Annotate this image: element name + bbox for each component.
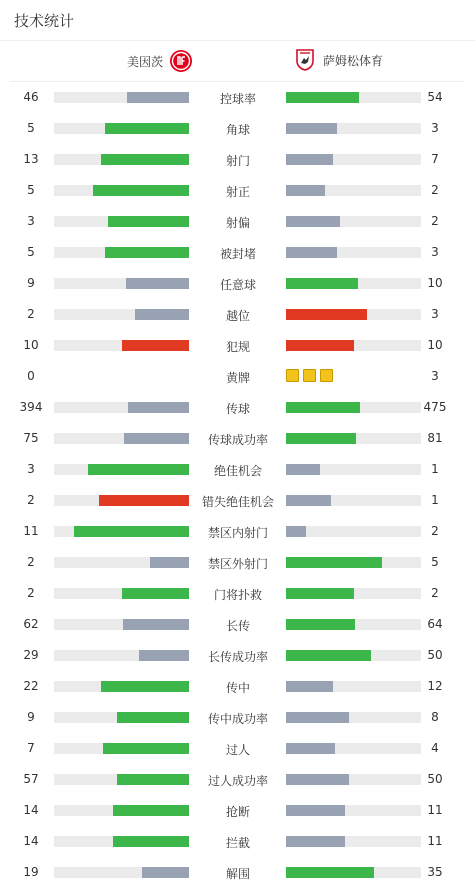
home-stat-bar	[54, 681, 189, 692]
home-stat-value: 2	[27, 307, 35, 321]
stat-row	[0, 796, 475, 827]
away-stat-bar-fill	[286, 712, 349, 723]
stat-row	[0, 672, 475, 703]
away-stat-value: 11	[427, 803, 443, 817]
away-stat-value: 2	[431, 214, 439, 228]
away-stat-bar-fill	[286, 402, 360, 413]
away-stat-bar-fill	[286, 743, 335, 754]
stat-row	[0, 486, 475, 517]
home-stat-bar-fill	[108, 216, 189, 227]
away-stat-bar	[286, 836, 421, 847]
away-stat-bar-fill	[286, 216, 340, 227]
stat-row	[0, 641, 475, 672]
home-stat-bar-fill	[135, 309, 189, 320]
away-stat-value: 3	[431, 307, 439, 321]
away-stat-bar	[286, 185, 421, 196]
home-stat-value: 11	[23, 524, 39, 538]
home-stat-value: 10	[23, 338, 39, 352]
stat-row	[0, 145, 475, 176]
away-stat-bar-fill	[286, 154, 333, 165]
away-stat-value: 5	[431, 555, 439, 569]
page-title: 技术统计	[14, 12, 75, 30]
stat-label: 门将扑救	[213, 588, 262, 602]
stat-label: 控球率	[219, 92, 256, 106]
away-stat-value: 3	[431, 245, 439, 259]
away-stat-bar	[286, 92, 421, 103]
yellow-card-icon	[303, 369, 316, 382]
away-stat-bar-fill	[286, 340, 354, 351]
stat-row	[0, 548, 475, 579]
home-stat-bar	[54, 867, 189, 878]
stat-row	[0, 424, 475, 455]
home-stat-bar-fill	[93, 185, 189, 196]
home-stat-value: 2	[27, 493, 35, 507]
stats-list	[0, 83, 475, 889]
home-stat-bar	[54, 185, 189, 196]
home-stat-bar-fill	[117, 712, 189, 723]
home-stat-value: 9	[27, 710, 35, 724]
home-team[interactable]	[127, 49, 193, 73]
away-stat-value: 11	[427, 834, 443, 848]
stat-label: 禁区内射门	[207, 526, 268, 540]
away-stat-bar	[286, 309, 421, 320]
stat-row	[0, 703, 475, 734]
home-stat-bar	[54, 650, 189, 661]
stat-row	[0, 734, 475, 765]
away-stat-value: 81	[427, 431, 443, 445]
away-stat-bar	[286, 495, 421, 506]
away-stat-value: 64	[427, 617, 443, 631]
away-stat-bar	[286, 619, 421, 630]
home-stat-bar-fill	[150, 557, 189, 568]
home-stat-bar	[54, 836, 189, 847]
home-stat-bar-fill	[113, 805, 189, 816]
stat-label: 拦截	[225, 836, 250, 850]
away-stat-bar	[286, 247, 421, 258]
stat-label: 过人	[225, 743, 250, 757]
stat-row	[0, 331, 475, 362]
home-stat-bar	[54, 402, 189, 413]
away-stat-value: 2	[431, 586, 439, 600]
home-stat-bar-fill	[113, 836, 189, 847]
home-stat-bar-fill	[126, 278, 189, 289]
home-stat-bar	[54, 340, 189, 351]
stat-label: 长传	[225, 619, 250, 633]
stat-label: 抢断	[225, 805, 250, 819]
away-stat-value: 35	[427, 865, 443, 879]
stat-label: 传球成功率	[207, 433, 268, 447]
home-stat-value: 62	[23, 617, 39, 631]
home-stat-bar	[54, 247, 189, 258]
yellow-card-icon	[286, 369, 299, 382]
away-stat-value: 50	[427, 648, 443, 662]
stat-label: 传中	[225, 681, 250, 695]
stat-row	[0, 393, 475, 424]
home-stat-value: 14	[23, 834, 39, 848]
away-stat-bar-fill	[286, 557, 382, 568]
away-stat-bar-fill	[286, 92, 359, 103]
stat-row	[0, 610, 475, 641]
home-stat-bar-fill	[105, 123, 189, 134]
stat-row	[0, 176, 475, 207]
home-stat-bar-fill	[99, 495, 189, 506]
home-stat-value: 14	[23, 803, 39, 817]
away-stat-bar-fill	[286, 774, 349, 785]
away-stat-bar-fill	[286, 526, 306, 537]
home-stat-value: 3	[27, 462, 35, 476]
stat-label: 被封堵	[219, 247, 256, 261]
home-stat-bar-fill	[142, 867, 189, 878]
away-stat-bar	[286, 278, 421, 289]
stat-label: 角球	[225, 123, 250, 137]
away-stat-bar	[286, 867, 421, 878]
stat-label: 解围	[225, 867, 250, 881]
home-stat-value: 29	[23, 648, 39, 662]
away-stat-bar	[286, 650, 421, 661]
away-stat-bar-fill	[286, 619, 355, 630]
away-stat-bar	[286, 216, 421, 227]
home-stat-bar-fill	[74, 526, 189, 537]
home-stat-value: 5	[27, 183, 35, 197]
away-stat-bar-fill	[286, 867, 374, 878]
away-stat-bar	[286, 123, 421, 134]
home-stat-bar-fill	[117, 774, 189, 785]
away-stat-bar	[286, 774, 421, 785]
home-stat-bar	[54, 216, 189, 227]
home-stat-bar-fill	[122, 340, 190, 351]
home-stat-value: 5	[27, 245, 35, 259]
home-stat-value: 75	[23, 431, 39, 445]
home-stat-bar	[54, 123, 189, 134]
stat-label: 错失绝佳机会	[201, 495, 274, 509]
stat-label: 绝佳机会	[213, 464, 262, 478]
away-stat-bar	[286, 588, 421, 599]
away-stat-bar-fill	[286, 123, 337, 134]
home-stat-bar	[54, 619, 189, 630]
away-stat-bar	[286, 805, 421, 816]
away-stat-value: 7	[431, 152, 439, 166]
away-stat-value: 2	[431, 524, 439, 538]
home-stat-bar	[54, 464, 189, 475]
away-stat-value: 10	[427, 338, 443, 352]
home-stat-value: 2	[27, 586, 35, 600]
teams-row	[10, 41, 465, 82]
away-stat-bar-fill	[286, 464, 320, 475]
away-stat-value: 10	[427, 276, 443, 290]
home-stat-bar	[54, 495, 189, 506]
away-stat-bar-fill	[286, 836, 345, 847]
home-stat-value: 3	[27, 214, 35, 228]
stat-row	[0, 827, 475, 858]
away-stat-value: 475	[423, 400, 447, 414]
home-stat-bar-fill	[103, 743, 189, 754]
away-stat-bar-fill	[286, 278, 358, 289]
home-stat-bar-fill	[128, 402, 189, 413]
away-stat-value: 1	[431, 462, 439, 476]
stat-row	[0, 269, 475, 300]
stat-row	[0, 765, 475, 796]
home-stat-value: 394	[19, 400, 43, 414]
stat-row	[0, 579, 475, 610]
away-stat-bar	[286, 464, 421, 475]
home-stat-bar-fill	[139, 650, 189, 661]
stat-label: 犯规	[225, 340, 250, 354]
away-stat-bar-fill	[286, 805, 345, 816]
home-stat-bar	[54, 92, 189, 103]
home-stat-bar	[54, 557, 189, 568]
away-stat-bar	[286, 557, 421, 568]
home-stat-value: 19	[23, 865, 39, 879]
stat-label: 射偏	[225, 216, 250, 230]
home-stat-value: 9	[27, 276, 35, 290]
away-stat-bar	[286, 433, 421, 444]
away-stat-value: 3	[431, 121, 439, 135]
mainz-logo-icon	[169, 49, 193, 73]
away-stat-bar	[286, 743, 421, 754]
away-stat-value: 2	[431, 183, 439, 197]
home-stat-bar-fill	[105, 247, 189, 258]
home-stat-bar	[54, 805, 189, 816]
home-stat-value: 7	[27, 741, 35, 755]
home-stat-bar-fill	[127, 92, 189, 103]
home-stat-bar	[54, 774, 189, 785]
away-stat-bar	[286, 340, 421, 351]
stat-row	[0, 517, 475, 548]
away-stat-bar	[286, 712, 421, 723]
home-stat-bar-fill	[101, 681, 189, 692]
stat-label: 过人成功率	[207, 774, 268, 788]
away-stat-bar-fill	[286, 309, 367, 320]
home-stat-value: 22	[23, 679, 39, 693]
stats-header	[0, 0, 475, 41]
home-stat-bar	[54, 743, 189, 754]
stat-row	[0, 114, 475, 145]
stat-row	[0, 238, 475, 269]
away-stat-value: 8	[431, 710, 439, 724]
stat-row	[0, 455, 475, 486]
stat-label: 黄牌	[225, 371, 250, 385]
stat-label: 越位	[225, 309, 250, 323]
away-stat-bar-fill	[286, 247, 337, 258]
away-team-name: 萨姆松体育	[323, 53, 384, 68]
stat-row	[0, 300, 475, 331]
away-stat-bar-fill	[286, 495, 331, 506]
away-stat-value: 3	[431, 369, 439, 383]
home-stat-bar-fill	[88, 464, 189, 475]
stat-label: 任意球	[219, 278, 256, 292]
away-stat-bar-fill	[286, 185, 325, 196]
away-stat-bar-fill	[286, 433, 356, 444]
away-stat-bar	[286, 681, 421, 692]
home-stat-bar-fill	[122, 588, 190, 599]
yellow-card-icon	[320, 369, 333, 382]
home-stat-value: 5	[27, 121, 35, 135]
stat-label: 传中成功率	[207, 712, 268, 726]
away-yellow-cards	[286, 369, 333, 382]
home-stat-bar	[54, 712, 189, 723]
away-stat-bar	[286, 402, 421, 413]
home-stat-value: 2	[27, 555, 35, 569]
away-stat-value: 54	[427, 90, 443, 104]
home-stat-bar	[54, 433, 189, 444]
stat-label: 射门	[225, 154, 250, 168]
stat-label: 射正	[225, 185, 250, 199]
away-team[interactable]	[293, 48, 383, 72]
home-stat-bar	[54, 309, 189, 320]
home-stat-bar-fill	[124, 433, 189, 444]
stat-row	[0, 207, 475, 238]
home-stat-value: 57	[23, 772, 39, 786]
home-stat-bar	[54, 278, 189, 289]
away-stat-value: 50	[427, 772, 443, 786]
home-stat-value: 46	[23, 90, 39, 104]
home-stat-value: 0	[27, 369, 35, 383]
home-stat-bar-fill	[123, 619, 189, 630]
samsunspor-logo-icon	[293, 48, 317, 72]
away-stat-bar-fill	[286, 588, 354, 599]
away-stat-bar-fill	[286, 681, 333, 692]
away-stat-bar-fill	[286, 650, 371, 661]
stat-label: 禁区外射门	[207, 557, 268, 571]
home-stat-value: 13	[23, 152, 39, 166]
stat-label: 长传成功率	[207, 650, 268, 664]
stat-row	[0, 858, 475, 889]
home-stat-bar	[54, 588, 189, 599]
away-stat-value: 4	[431, 741, 439, 755]
away-stat-bar	[286, 154, 421, 165]
home-stat-bar-fill	[101, 154, 189, 165]
away-stat-value: 1	[431, 493, 439, 507]
stat-row	[0, 83, 475, 114]
home-team-name: 美因茨	[126, 54, 163, 69]
home-stat-bar	[54, 526, 189, 537]
home-stat-bar	[54, 154, 189, 165]
stat-label: 传球	[225, 402, 250, 416]
away-stat-value: 12	[427, 679, 443, 693]
stat-row	[0, 362, 475, 393]
away-stat-bar	[286, 526, 421, 537]
